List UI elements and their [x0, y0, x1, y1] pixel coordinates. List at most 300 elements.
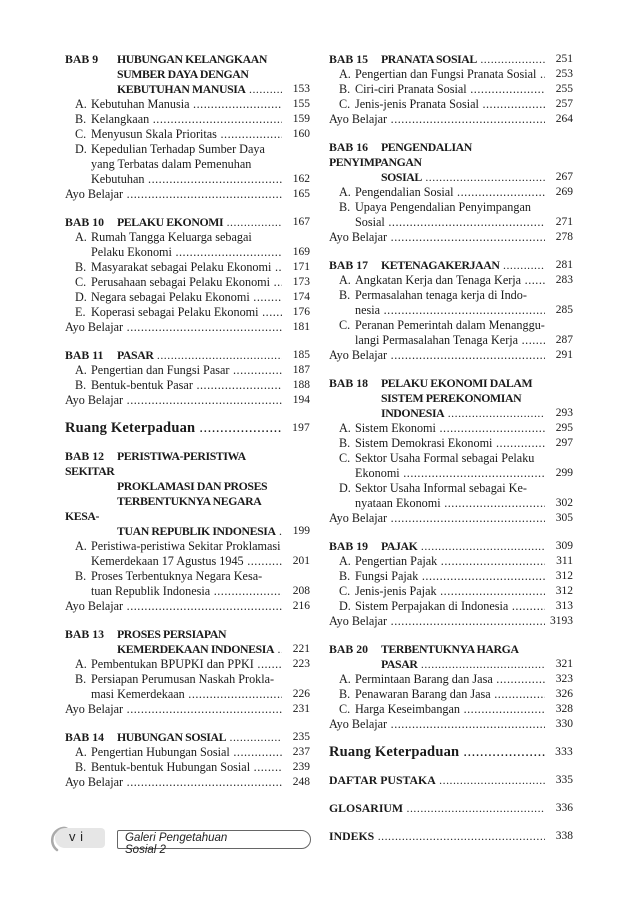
subsection-letter: C.: [339, 584, 351, 598]
dot-leader: [193, 378, 282, 392]
toc-chapter-entry[interactable]: [65, 215, 310, 230]
page-number: 281: [555, 259, 573, 271]
book-title: Galeri Pengetahuan Sosial 2: [125, 832, 228, 856]
subsection-letter: B.: [75, 672, 87, 686]
entry-title-line: Pengendalian Sosial: [355, 185, 454, 199]
page-number: 197: [292, 422, 310, 434]
spacer: [329, 127, 573, 140]
entry-title-line: Sektor Usaha Informal sebagai Ke-: [355, 481, 527, 495]
entry-title-line: Perusahaan sebagai Pelaku Ekonomi: [91, 275, 271, 289]
subsection-letter: B.: [339, 569, 351, 583]
dot-leader: [259, 305, 282, 319]
page-number: 235: [292, 731, 310, 743]
spacer: [65, 408, 310, 421]
page-number: 199: [292, 525, 310, 537]
subsection-letter: A.: [75, 363, 87, 377]
page-number: 226: [292, 688, 310, 700]
subsection-letter: E.: [75, 305, 86, 319]
entry-title-line: PELAKU EKONOMI: [117, 215, 224, 229]
spacer: [65, 614, 310, 627]
subsection-letter: C.: [339, 97, 351, 111]
page-number: 336: [555, 802, 573, 814]
page-number: 326: [555, 688, 573, 700]
entry-title-line: HUBUNGAN KELANGKAAN: [117, 52, 268, 66]
page-number: 313: [555, 600, 573, 612]
dot-leader: [459, 745, 545, 760]
toc-ayo-belajar-entry[interactable]: [329, 511, 573, 526]
toc-back-matter-entry[interactable]: [329, 773, 573, 788]
entry-title-line: DAFTAR PUSTAKA: [329, 773, 436, 787]
page-number: 201: [292, 555, 310, 567]
entry-title-line: Ayo Belajar: [65, 702, 124, 716]
chapter-number: BAB 17: [329, 258, 369, 272]
page-number: v i: [69, 829, 84, 844]
page-number: 251: [555, 53, 573, 65]
entry-title-line: Ayo Belajar: [329, 717, 388, 731]
page-number: 302: [555, 497, 573, 509]
entry-title-line: Sektor Usaha Formal sebagai Pelaku: [355, 451, 535, 465]
toc-subsection-entry[interactable]: [65, 290, 310, 305]
toc-subsection-entry[interactable]: [65, 275, 310, 290]
entry-title-line: Permintaan Barang dan Jasa: [355, 672, 493, 686]
dot-leader: [195, 421, 282, 436]
subsection-letter: D.: [75, 290, 87, 304]
subsection-letter: D.: [339, 481, 351, 495]
entry-title-line: INDEKS: [329, 829, 375, 843]
dot-leader: [217, 127, 282, 141]
entry-title-line: Jenis-jenis Pajak: [355, 584, 437, 598]
spacer: [65, 202, 310, 215]
entry-title-line: Sistem Demokrasi Ekonomi: [355, 436, 493, 450]
subsection-letter: A.: [339, 672, 351, 686]
toc-subsection-entry[interactable]: [329, 288, 573, 318]
entry-title-line: PERISTIWA-PERISTIWA SEKITAR: [65, 449, 246, 478]
spacer: [329, 788, 573, 801]
page-number: 257: [555, 98, 573, 110]
toc-subsection-entry[interactable]: [65, 378, 310, 393]
entry-title-line: Pengertian Hubungan Sosial: [91, 745, 230, 759]
subsection-letter: B.: [75, 378, 87, 392]
chapter-number: BAB 20: [329, 642, 369, 656]
entry-title-line: Ciri-ciri Pranata Sosial: [355, 82, 467, 96]
dot-leader: [508, 599, 545, 613]
page-number: 305: [555, 512, 573, 524]
page-number: 297: [555, 437, 573, 449]
entry-title-line: langi Permasalahan Tenaga Kerja: [355, 333, 519, 347]
page-number: 239: [292, 761, 310, 773]
entry-title-line: KETENAGAKERJAAN: [381, 258, 500, 272]
page-number: 155: [292, 98, 310, 110]
entry-title-line: Kepedulian Terhadap Sumber Daya: [91, 142, 265, 156]
dot-leader: [444, 406, 545, 420]
dot-leader: [441, 496, 545, 510]
toc-subsection-entry[interactable]: [329, 67, 573, 82]
toc-subsection-entry[interactable]: [329, 82, 573, 97]
entry-title-line: Negara sebagai Pelaku Ekonomi: [91, 290, 250, 304]
subsection-letter: B.: [339, 200, 351, 214]
page-number: 253: [555, 68, 573, 80]
spacer: [329, 760, 573, 773]
page-number: 174: [292, 291, 310, 303]
subsection-letter: A.: [339, 554, 351, 568]
entry-title-line: Pengertian Pajak: [355, 554, 438, 568]
toc-left-column: [65, 52, 310, 790]
spacer: [329, 526, 573, 539]
subsection-letter: C.: [339, 451, 351, 465]
entry-title-line: Sosial: [355, 215, 385, 229]
subsection-letter: C.: [75, 127, 87, 141]
entry-title-line: Rumah Tangga Keluarga sebagai: [91, 230, 252, 244]
toc-subsection-entry[interactable]: [329, 584, 573, 599]
page-number: 223: [292, 658, 310, 670]
entry-title-line: Kemerdekaan 17 Agustus 1945: [91, 554, 244, 568]
dot-leader: [123, 393, 282, 407]
entry-title-line: Proses Terbentuknya Negara Kesa-: [91, 569, 263, 583]
dot-leader: [491, 687, 545, 701]
toc-chapter-entry[interactable]: [65, 627, 310, 657]
entry-title-line: Pengertian dan Fungsi Pranata Sosial: [355, 67, 537, 81]
toc-subsection-entry[interactable]: [65, 112, 310, 127]
dot-leader: [149, 112, 282, 126]
page-number: 323: [555, 673, 573, 685]
dot-leader: [254, 657, 282, 671]
entry-title-line: Kebutuhan Manusia: [91, 97, 190, 111]
entry-title-line: Permasalahan tenaga kerja di Indo-: [355, 288, 527, 302]
entry-title-line: Ayo Belajar: [329, 348, 388, 362]
toc-ayo-belajar-entry[interactable]: [65, 599, 310, 614]
page-number: 187: [292, 364, 310, 376]
toc-chapter-entry[interactable]: [329, 642, 573, 672]
entry-title-line: Ayo Belajar: [65, 320, 124, 334]
toc-subsection-entry[interactable]: [65, 657, 310, 672]
dot-leader: [190, 97, 283, 111]
entry-title-line: PELAKU EKONOMI DALAM: [381, 376, 533, 390]
dot-leader: [210, 584, 282, 598]
spacer: [329, 629, 573, 642]
spacer: [65, 335, 310, 348]
entry-title-line: Ayo Belajar: [329, 614, 388, 628]
page-number: 165: [292, 188, 310, 200]
toc-ayo-belajar-entry[interactable]: [65, 775, 310, 790]
dot-leader: [385, 215, 545, 229]
entry-title-line: Ruang Keterpaduan: [329, 745, 460, 760]
toc-subsection-entry[interactable]: [65, 142, 310, 187]
toc-subsection-entry[interactable]: [65, 363, 310, 378]
toc-ayo-belajar-entry[interactable]: [329, 112, 573, 127]
entry-title-line: Bentuk-bentuk Hubungan Sosial: [91, 760, 251, 774]
entry-title-line: Harga Keseimbangan: [355, 702, 461, 716]
page-number: 333: [555, 746, 573, 758]
page-number: 221: [292, 643, 310, 655]
page-number: 293: [555, 407, 573, 419]
page-number: 216: [292, 600, 310, 612]
subsection-letter: C.: [75, 275, 87, 289]
toc-subsection-entry[interactable]: [65, 539, 310, 569]
page-number: 287: [555, 334, 573, 346]
toc-ayo-belajar-entry[interactable]: [65, 393, 310, 408]
entry-title-line: nesia: [355, 303, 381, 317]
page-number: 181: [292, 321, 310, 333]
dot-leader: [274, 642, 282, 656]
toc-subsection-entry[interactable]: [65, 760, 310, 775]
entry-title-line: Ayo Belajar: [65, 775, 124, 789]
dot-leader: [172, 245, 282, 259]
toc-subsection-entry[interactable]: [329, 451, 573, 481]
subsection-letter: B.: [75, 260, 87, 274]
entry-title-line: GLOSARIUM: [329, 801, 404, 815]
toc-subsection-entry[interactable]: [329, 318, 573, 348]
entry-title-line: Masyarakat sebagai Pelaku Ekonomi: [91, 260, 272, 274]
dot-leader: [437, 584, 545, 598]
entry-title-line: SISTEM PEREKONOMIAN: [381, 391, 522, 405]
entry-title-line: PASAR: [381, 657, 418, 671]
page-number: 159: [292, 113, 310, 125]
subsection-letter: C.: [339, 318, 351, 332]
toc-ayo-belajar-entry[interactable]: [329, 230, 573, 245]
subsection-letter: A.: [339, 185, 351, 199]
chapter-number: BAB 9: [65, 52, 99, 66]
toc-subsection-entry[interactable]: [329, 273, 573, 288]
dot-leader: [536, 67, 545, 81]
page-number: 171: [292, 261, 310, 273]
dot-leader: [518, 333, 545, 347]
page-number: 312: [555, 570, 573, 582]
entry-title-line: PROKLAMASI DAN PROSES: [117, 479, 268, 493]
dot-leader: [250, 290, 282, 304]
dot-leader: [123, 187, 282, 201]
toc-subsection-entry[interactable]: [329, 702, 573, 717]
subsection-letter: C.: [339, 702, 351, 716]
toc-ruang-entry[interactable]: [65, 421, 310, 436]
page-number: 312: [555, 585, 573, 597]
toc-back-matter-entry[interactable]: [329, 829, 573, 844]
subsection-letter: D.: [339, 599, 351, 613]
page-footer: [55, 822, 255, 856]
toc-chapter-entry[interactable]: [329, 140, 573, 185]
page-number: 264: [555, 113, 573, 125]
entry-title-line: Ayo Belajar: [65, 599, 124, 613]
toc-ruang-entry[interactable]: [329, 745, 573, 760]
entry-title-line: Fungsi Pajak: [355, 569, 419, 583]
chapter-number: BAB 15: [329, 52, 369, 66]
page-number: 278: [555, 231, 573, 243]
toc-back-matter-entry[interactable]: [329, 801, 573, 816]
entry-title-line: TUAN REPUBLIK INDONESIA: [117, 524, 276, 538]
page-number: 309: [555, 540, 573, 552]
toc-subsection-entry[interactable]: [329, 687, 573, 702]
toc-subsection-entry[interactable]: [65, 672, 310, 702]
entry-title-line: Ayo Belajar: [65, 393, 124, 407]
dot-leader: [123, 702, 282, 716]
entry-title-line: Pembentukan BPUPKI dan PPKI: [91, 657, 254, 671]
dot-leader: [226, 730, 282, 744]
toc-subsection-entry[interactable]: [65, 127, 310, 142]
subsection-letter: B.: [339, 82, 351, 96]
entry-title-line: yang Terbatas dalam Pemenuhan: [91, 157, 252, 171]
subsection-letter: B.: [339, 288, 351, 302]
toc-ayo-belajar-entry[interactable]: [65, 187, 310, 202]
chapter-number: BAB 10: [65, 215, 105, 229]
toc-ayo-belajar-entry[interactable]: [65, 320, 310, 335]
toc-subsection-entry[interactable]: [329, 421, 573, 436]
entry-title-line: PRANATA SOSIAL: [381, 52, 477, 66]
page-number: 311: [556, 555, 573, 567]
entry-title-line: Bentuk-bentuk Pasar: [91, 378, 193, 392]
toc-subsection-entry[interactable]: [329, 185, 573, 200]
dot-leader: [454, 185, 546, 199]
toc-subsection-entry[interactable]: [329, 569, 573, 584]
page-number: 269: [555, 186, 573, 198]
dot-leader: [229, 363, 282, 377]
dot-leader: [418, 569, 545, 583]
page-number: 335: [555, 774, 573, 786]
toc-subsection-entry[interactable]: [329, 200, 573, 230]
dot-leader: [123, 599, 282, 613]
entry-title-line: PAJAK: [381, 539, 418, 553]
toc-chapter-entry[interactable]: [329, 539, 573, 554]
toc-subsection-entry[interactable]: [65, 260, 310, 275]
entry-title-line: KEMERDEKAAN INDONESIA: [117, 642, 275, 656]
entry-title-line: Pengertian dan Fungsi Pasar: [91, 363, 230, 377]
toc-subsection-entry[interactable]: [65, 569, 310, 599]
page-number: 160: [292, 128, 310, 140]
spacer: [329, 363, 573, 376]
toc-ayo-belajar-entry[interactable]: [329, 717, 573, 732]
toc-subsection-entry[interactable]: [329, 599, 573, 614]
toc-subsection-entry[interactable]: [65, 97, 310, 112]
toc-right-column: [329, 52, 573, 844]
dot-leader: [493, 672, 545, 686]
entry-title-line: Ayo Belajar: [329, 230, 388, 244]
page-number: 330: [555, 718, 573, 730]
toc-chapter-entry[interactable]: [65, 348, 310, 363]
dot-leader: [400, 466, 545, 480]
entry-title-line: masi Kemerdekaan: [91, 687, 185, 701]
dot-leader: [270, 275, 282, 289]
page-number: 248: [292, 776, 310, 788]
chapter-number: BAB 18: [329, 376, 369, 390]
entry-title-line: TERBENTUKNYA NEGARA KESA-: [65, 494, 261, 523]
toc-chapter-entry[interactable]: [65, 52, 310, 97]
page-number: 167: [292, 216, 310, 228]
entry-title-line: Persiapan Perumusan Naskah Prokla-: [91, 672, 275, 686]
entry-title-line: Ekonomi: [355, 466, 400, 480]
chapter-number: BAB 11: [65, 348, 104, 362]
subsection-letter: A.: [75, 657, 87, 671]
toc-subsection-entry[interactable]: [329, 436, 573, 451]
entry-title-line: tuan Republik Indonesia: [91, 584, 211, 598]
dot-leader: [460, 702, 545, 716]
page-number: 3193: [550, 615, 573, 627]
page-number: 271: [555, 216, 573, 228]
entry-title-line: Upaya Pengendalian Penyimpangan: [355, 200, 531, 214]
toc-chapter-entry[interactable]: [65, 449, 310, 539]
toc-subsection-entry[interactable]: [329, 481, 573, 511]
page-number: 176: [292, 306, 310, 318]
dot-leader: [223, 215, 282, 229]
page-number: 237: [292, 746, 310, 758]
dot-leader: [417, 539, 545, 553]
toc-chapter-entry[interactable]: [329, 52, 573, 67]
toc-subsection-entry[interactable]: [329, 672, 573, 687]
entry-title-line: Ruang Keterpaduan: [65, 421, 196, 436]
toc-subsection-entry[interactable]: [65, 305, 310, 320]
subsection-letter: D.: [75, 142, 87, 156]
entry-title-line: Sistem Ekonomi: [355, 421, 436, 435]
entry-title-line: Ayo Belajar: [329, 511, 388, 525]
page-number: 338: [555, 830, 573, 842]
entry-title-line: Jenis-jenis Pranata Sosial: [355, 97, 479, 111]
toc-subsection-entry[interactable]: [65, 230, 310, 260]
page-number: 299: [555, 467, 573, 479]
toc-ayo-belajar-entry[interactable]: [329, 614, 573, 629]
dot-leader: [387, 230, 545, 244]
entry-title-line: SOSIAL: [381, 170, 422, 184]
entry-title-line: nyataan Ekonomi: [355, 496, 441, 510]
subsection-letter: B.: [75, 569, 87, 583]
toc-chapter-entry[interactable]: [329, 258, 573, 273]
entry-title-line: PASAR: [117, 348, 154, 362]
spacer: [65, 436, 310, 449]
entry-title-line: Peristiwa-peristiwa Sekitar Proklamasi: [91, 539, 281, 553]
toc-ayo-belajar-entry[interactable]: [65, 702, 310, 717]
dot-leader: [123, 775, 282, 789]
dot-leader: [271, 260, 282, 274]
subsection-letter: B.: [75, 112, 87, 126]
dot-leader: [479, 97, 545, 111]
toc-chapter-entry[interactable]: [329, 376, 573, 421]
dot-leader: [244, 554, 282, 568]
chapter-number: BAB 12: [65, 449, 105, 463]
toc-subsection-entry[interactable]: [329, 97, 573, 112]
page-number: 267: [555, 171, 573, 183]
page-number: 321: [555, 658, 573, 670]
subsection-letter: B.: [339, 687, 351, 701]
dot-leader: [387, 614, 545, 628]
subsection-letter: A.: [339, 67, 351, 81]
dot-leader: [387, 511, 545, 525]
dot-leader: [387, 348, 545, 362]
entry-title-line: Angkatan Kerja dan Tenaga Kerja: [355, 273, 522, 287]
toc-subsection-entry[interactable]: [65, 745, 310, 760]
spacer: [329, 245, 573, 258]
dot-leader: [417, 657, 545, 671]
toc-ayo-belajar-entry[interactable]: [329, 348, 573, 363]
entry-title-line: PROSES PERSIAPAN: [117, 627, 227, 641]
dot-leader: [521, 273, 545, 287]
subsection-letter: B.: [339, 436, 351, 450]
page-number: 291: [555, 349, 573, 361]
subsection-letter: A.: [75, 745, 87, 759]
subsection-letter: A.: [75, 230, 87, 244]
entry-title-line: Kelangkaan: [91, 112, 150, 126]
dot-leader: [467, 82, 545, 96]
entry-title-line: HUBUNGAN SOSIAL: [117, 730, 227, 744]
entry-title-line: PENGENDALIAN PENYIMPANGAN: [329, 140, 472, 169]
toc-subsection-entry[interactable]: [329, 554, 573, 569]
toc-chapter-entry[interactable]: [65, 730, 310, 745]
entry-title-line: Ayo Belajar: [329, 112, 388, 126]
spacer: [329, 816, 573, 829]
page-number: 153: [292, 83, 310, 95]
subsection-letter: B.: [75, 760, 87, 774]
chapter-number: BAB 14: [65, 730, 105, 744]
entry-title-line: Kebutuhan: [91, 172, 145, 186]
entry-title-line: TERBENTUKNYA HARGA: [381, 642, 519, 656]
entry-title-line: Peranan Pemerintah dalam Menanggu-: [355, 318, 545, 332]
page-number: 208: [292, 585, 310, 597]
dot-leader: [153, 348, 282, 362]
